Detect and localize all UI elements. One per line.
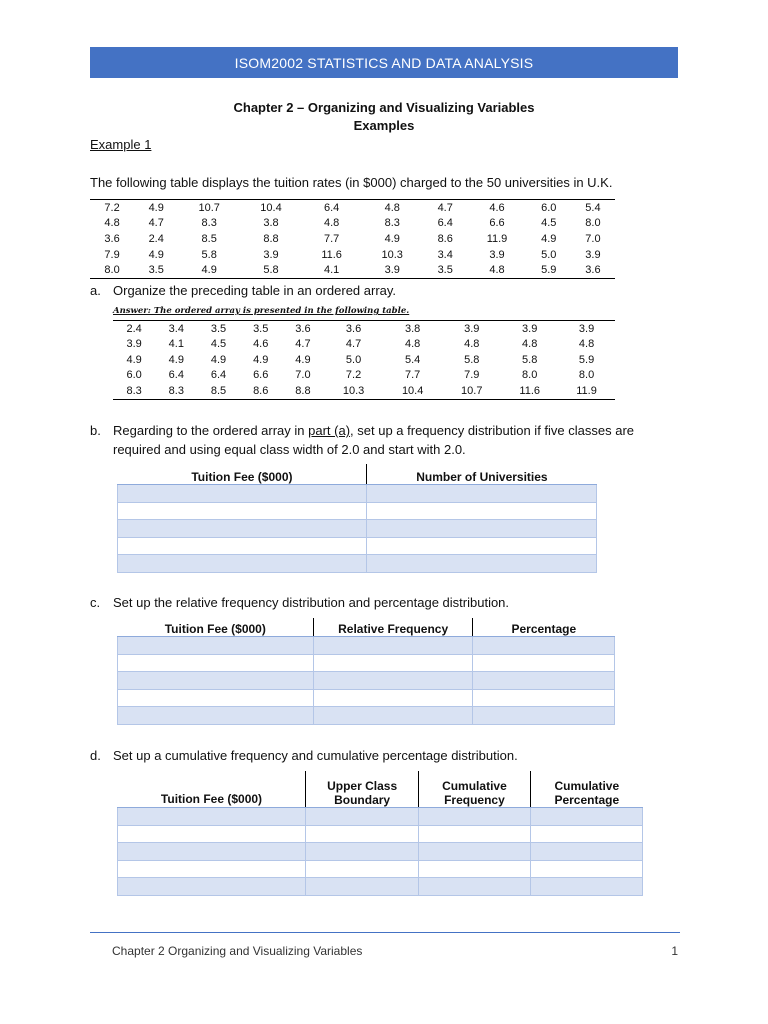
table-cell: 4.9: [168, 353, 184, 366]
table-cell[interactable]: [118, 807, 306, 825]
table-cell: 2.4: [126, 322, 142, 335]
table-cell: 8.0: [104, 264, 120, 277]
table-cell[interactable]: [306, 877, 418, 895]
table-cell[interactable]: [118, 860, 306, 877]
table-cell: 4.8: [104, 217, 120, 230]
table-cell[interactable]: [314, 689, 473, 706]
table-cell[interactable]: [306, 825, 418, 842]
table-cell[interactable]: [367, 554, 597, 572]
ordered-array-table: [113, 320, 615, 400]
table-cell: 3.6: [585, 264, 601, 277]
table-cell: 4.9: [126, 353, 142, 366]
table-cell: 6.4: [210, 369, 227, 382]
table-cell: 5.8: [464, 353, 480, 366]
table-cell: 4.5: [541, 217, 557, 230]
table-cell[interactable]: [367, 519, 597, 537]
table-cell: 10.4: [401, 384, 424, 397]
table-row: [118, 636, 615, 654]
table-cell: 5.0: [541, 248, 557, 261]
table-cell: 4.8: [405, 338, 421, 351]
table-row: [113, 383, 615, 399]
question-c: [90, 593, 680, 612]
header-percentage: Percentage: [473, 618, 615, 636]
cumulative-distribution-table: [117, 771, 643, 896]
table-row: [90, 247, 615, 263]
table-cell[interactable]: [314, 671, 473, 689]
table-cell: 6.4: [323, 201, 340, 214]
table-cell[interactable]: [314, 706, 473, 724]
table-cell: 8.3: [384, 217, 400, 230]
table-cell: 6.0: [126, 369, 142, 382]
question-b-text-post: , set up a frequency distribution if five classes are required and using equal class width of 2.0 and start with 2.0.: [113, 423, 635, 457]
question-b-text: [113, 421, 680, 459]
table-row: [118, 807, 643, 825]
table-cell: 6.6: [253, 369, 269, 382]
question-c-marker: c.: [90, 595, 101, 610]
table-cell[interactable]: [473, 671, 615, 689]
table-cell[interactable]: [418, 877, 530, 895]
chapter-subtitle: Examples: [353, 118, 415, 133]
table-row: [118, 877, 643, 895]
table-cell[interactable]: [306, 807, 418, 825]
table-cell: 4.7: [345, 338, 362, 351]
table-cell: 4.9: [384, 232, 400, 245]
table-cell: 5.9: [541, 264, 557, 277]
table-cell: 4.9: [541, 232, 557, 245]
table-cell[interactable]: [418, 860, 530, 877]
table-cell: 10.3: [381, 248, 403, 261]
table-cell[interactable]: [473, 689, 615, 706]
table-row: [113, 368, 615, 384]
table-cell: 4.5: [210, 338, 227, 351]
table-cell: 4.7: [295, 338, 311, 351]
question-a: [90, 281, 680, 300]
table-cell: 7.0: [585, 232, 601, 245]
table-cell: 8.5: [210, 384, 227, 397]
question-b: [90, 421, 680, 459]
table-cell[interactable]: [531, 825, 643, 842]
table-cell: 3.6: [104, 232, 120, 245]
table-cell: 10.4: [260, 201, 282, 214]
table-cell: 3.6: [345, 322, 362, 335]
table-cell: 4.6: [489, 201, 505, 214]
tuition-table: [90, 199, 615, 279]
table-cell: 8.3: [126, 384, 142, 397]
table-cell[interactable]: [314, 636, 473, 654]
table-cell: 5.8: [522, 353, 538, 366]
table-cell: 8.6: [437, 232, 453, 245]
table-cell[interactable]: [531, 860, 643, 877]
table-cell: 10.7: [461, 384, 483, 397]
table-row: [90, 262, 615, 278]
table-cell: 8.6: [253, 384, 269, 397]
table-cell[interactable]: [473, 636, 615, 654]
table-cell[interactable]: [367, 484, 597, 502]
table-cell[interactable]: [118, 554, 367, 572]
table-cell: 3.9: [263, 248, 279, 261]
table-cell[interactable]: [306, 842, 418, 860]
table-row: [118, 537, 597, 554]
frequency-table: [117, 464, 597, 573]
table-cell: 4.8: [578, 338, 595, 351]
header-line: Frequency: [444, 792, 505, 807]
table-cell: 5.8: [201, 248, 217, 261]
table-cell[interactable]: [473, 706, 615, 724]
table-cell: 8.0: [585, 217, 601, 230]
table-cell: 4.9: [148, 201, 164, 214]
table-cell: 6.0: [541, 201, 557, 214]
table-cell[interactable]: [118, 519, 367, 537]
header-cumulative-percentage: [531, 771, 643, 807]
table-cell: 5.4: [405, 353, 421, 366]
table-cell: 3.8: [405, 322, 421, 335]
table-cell: 3.6: [295, 322, 311, 335]
table-cell: 7.9: [104, 248, 120, 261]
table-cell: 3.9: [578, 322, 595, 335]
part-a-link[interactable]: part (a): [308, 423, 351, 438]
table-cell: 7.7: [323, 232, 340, 245]
footer-text: Chapter 2 Organizing and Visualizing Variables: [112, 944, 363, 958]
question-a-text: Organize the preceding table in an ordered array.: [113, 283, 397, 298]
table-cell: 3.4: [168, 322, 184, 335]
table-row: [113, 321, 615, 337]
table-cell[interactable]: [418, 825, 530, 842]
table-cell[interactable]: [306, 860, 418, 877]
table-cell: 3.9: [522, 322, 538, 335]
header-banner: ISOM2002 STATISTICS AND DATA ANALYSIS: [90, 47, 678, 78]
table-cell[interactable]: [118, 706, 314, 724]
table-cell[interactable]: [118, 537, 367, 554]
answer-caption: Answer: The ordered array is presented in the following table.: [113, 306, 410, 316]
table-cell: 4.8: [323, 217, 340, 230]
table-cell: 5.9: [578, 353, 595, 366]
header-line: Boundary: [334, 792, 391, 807]
table-cell: 8.0: [578, 369, 595, 382]
question-d-text: Set up a cumulative frequency and cumulative percentage distribution.: [113, 748, 518, 763]
table-cell: 3.4: [437, 248, 453, 261]
table-row: [118, 554, 597, 572]
example-label: Example 1: [90, 137, 152, 152]
table-cell: 4.8: [384, 201, 400, 214]
chapter-title: Chapter 2 – Organizing and Visualizing Variables: [233, 100, 535, 115]
table-cell: 4.9: [148, 248, 164, 261]
table-row: [90, 216, 615, 232]
table-cell: 4.8: [522, 338, 538, 351]
table-row: [118, 860, 643, 877]
question-d: [90, 746, 680, 765]
table-cell[interactable]: [118, 689, 314, 706]
table-cell: 4.1: [168, 338, 184, 351]
table-cell: 4.9: [201, 264, 217, 277]
table-cell: 7.9: [464, 369, 480, 382]
table-cell[interactable]: [118, 825, 306, 842]
table-cell: 6.4: [437, 217, 453, 230]
table-cell: 10.3: [342, 384, 365, 397]
table-cell: 8.8: [263, 232, 279, 245]
table-row: [90, 200, 615, 216]
table-cell: 3.5: [210, 322, 227, 335]
table-cell: 5.4: [585, 201, 601, 214]
table-cell: 11.9: [576, 384, 597, 397]
table-cell: 4.7: [148, 217, 164, 230]
table-cell[interactable]: [118, 502, 367, 519]
header-tuition-fee: Tuition Fee ($000): [118, 771, 306, 807]
chapter-heading: [90, 99, 678, 135]
table-cell: 8.8: [295, 384, 311, 397]
table-cell[interactable]: [118, 671, 314, 689]
table-row: [118, 654, 615, 671]
table-cell: 7.2: [104, 201, 120, 214]
table-cell: 8.0: [522, 369, 538, 382]
question-a-marker: a.: [90, 283, 101, 298]
question-b-text-pre: Regarding to the ordered array in: [113, 423, 309, 438]
table-cell: 3.9: [464, 322, 480, 335]
relative-frequency-table: [117, 618, 615, 725]
question-c-text: Set up the relative frequency distribution and percentage distribution.: [113, 595, 510, 610]
table-cell: 11.6: [321, 248, 342, 261]
table-row: [118, 484, 597, 502]
table-cell[interactable]: [531, 877, 643, 895]
table-cell: 4.9: [295, 353, 311, 366]
intro-text: The following table displays the tuition rates (in $000) charged to the 50 universities in U.K.: [90, 175, 613, 190]
table-row: [118, 671, 615, 689]
question-d-marker: d.: [90, 748, 101, 763]
table-cell[interactable]: [473, 654, 615, 671]
footer-divider: [90, 932, 680, 933]
table-cell: 7.2: [345, 369, 362, 382]
table-cell: 6.4: [168, 369, 184, 382]
table-cell[interactable]: [118, 877, 306, 895]
table-cell: 3.9: [489, 248, 505, 261]
table-cell: 3.5: [253, 322, 269, 335]
table-cell: 5.8: [263, 264, 279, 277]
table-row: [113, 337, 615, 353]
table-cell: 4.6: [253, 338, 269, 351]
table-cell: 4.9: [210, 353, 227, 366]
header-line: Cumulative: [554, 778, 620, 793]
header-tuition-fee: Tuition Fee ($000): [118, 618, 314, 636]
table-cell: 3.8: [263, 217, 279, 230]
table-cell: 6.6: [489, 217, 505, 230]
table-row: [118, 502, 597, 519]
header-cumulative-frequency: [418, 771, 530, 807]
table-cell[interactable]: [118, 636, 314, 654]
page-number: 1: [671, 944, 678, 958]
table-cell: 7.0: [295, 369, 311, 382]
table-cell: 2.4: [148, 232, 164, 245]
table-cell: 7.7: [405, 369, 421, 382]
table-cell[interactable]: [118, 842, 306, 860]
table-cell[interactable]: [367, 537, 597, 554]
table-cell[interactable]: [118, 484, 367, 502]
header-line: Percentage: [554, 792, 620, 807]
table-row: [118, 706, 615, 724]
table-cell: 3.5: [148, 264, 164, 277]
table-cell[interactable]: [314, 654, 473, 671]
table-cell: 3.5: [437, 264, 453, 277]
header-relative-frequency: Relative Frequency: [314, 618, 473, 636]
table-cell[interactable]: [367, 502, 597, 519]
table-cell[interactable]: [418, 842, 530, 860]
table-cell: 5.0: [345, 353, 362, 366]
table-row: [118, 825, 643, 842]
table-cell: 4.8: [489, 264, 505, 277]
table-row: [90, 231, 615, 247]
table-cell[interactable]: [118, 654, 314, 671]
table-cell[interactable]: [531, 842, 643, 860]
table-row: [113, 352, 615, 368]
header-number-of-universities: Number of Universities: [367, 464, 597, 484]
header-tuition-fee: Tuition Fee ($000): [118, 464, 367, 484]
table-row: [118, 842, 643, 860]
table-cell: 4.1: [323, 264, 340, 277]
table-row: [118, 519, 597, 537]
header-line: Upper Class: [327, 778, 398, 793]
table-cell: 3.9: [126, 338, 142, 351]
table-cell: 3.9: [585, 248, 601, 261]
table-cell: 11.6: [519, 384, 540, 397]
table-cell: 4.7: [437, 201, 453, 214]
table-cell[interactable]: [531, 807, 643, 825]
table-cell: 8.3: [168, 384, 184, 397]
table-cell: 4.9: [253, 353, 269, 366]
table-row: [118, 689, 615, 706]
header-upper-class-boundary: [306, 771, 418, 807]
table-cell[interactable]: [418, 807, 530, 825]
table-cell: 11.9: [486, 232, 508, 245]
header-line: Cumulative: [442, 778, 507, 793]
table-cell: 3.9: [384, 264, 400, 277]
table-cell: 4.8: [464, 338, 480, 351]
question-b-marker: b.: [90, 423, 101, 438]
table-cell: 8.3: [201, 217, 217, 230]
table-cell: 8.5: [201, 232, 217, 245]
table-cell: 10.7: [198, 201, 220, 214]
